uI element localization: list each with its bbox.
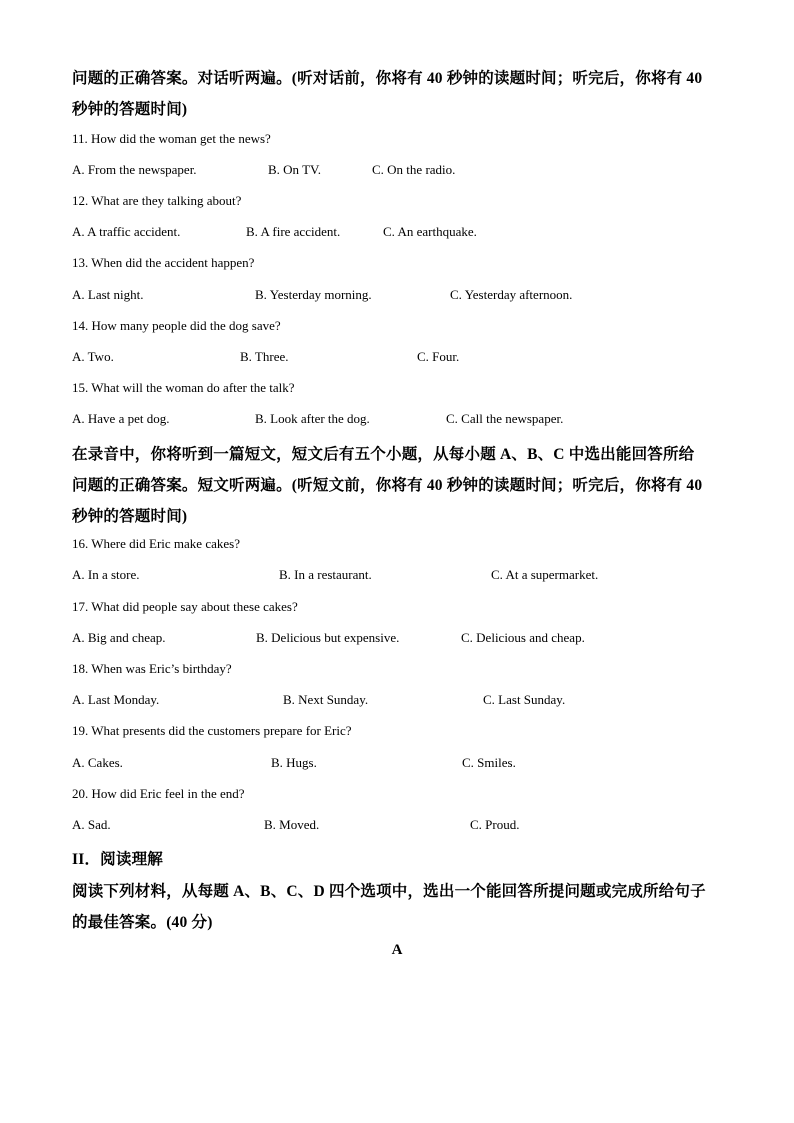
q19-option-a: A. Cakes. <box>72 755 123 770</box>
q18-option-c: C. Last Sunday. <box>483 692 566 707</box>
question-20: 20. How did Eric feel in the end? <box>72 786 245 801</box>
q17-option-b: B. Delicious but expensive. <box>256 630 400 645</box>
q14-option-a: A. Two. <box>72 349 114 364</box>
section2-instruction-line1: 在录音中，你将听到一篇短文，短文后有五个小题，从每小题 A、B、C 中选出能回答所给 <box>72 446 695 463</box>
q17-option-a: A. Big and cheap. <box>72 630 166 645</box>
q11-option-a: A. From the newspaper. <box>72 162 197 177</box>
q19-option-b: B. Hugs. <box>271 755 317 770</box>
q16-option-b: B. In a restaurant. <box>279 567 372 582</box>
question-19: 19. What presents did the customers prepare for Eric? <box>72 723 352 738</box>
question-12: 12. What are they talking about? <box>72 193 242 208</box>
question-16: 16. Where did Eric make cakes? <box>72 536 240 551</box>
q13-option-c: C. Yesterday afternoon. <box>450 287 573 302</box>
reading-heading: II．阅读理解 <box>72 851 163 868</box>
q20-option-c: C. Proud. <box>470 817 520 832</box>
reading-instruction-line1: 阅读下列材料，从每题 A、B、C、D 四个选项中，选出一个能回答所提问题或完成所给句子 <box>72 883 706 900</box>
question-14: 14. How many people did the dog save? <box>72 318 281 333</box>
q12-option-a: A. A traffic accident. <box>72 224 181 239</box>
q20-option-b: B. Moved. <box>264 817 320 832</box>
q13-option-b: B. Yesterday morning. <box>255 287 372 302</box>
q11-option-b: B. On TV. <box>268 162 321 177</box>
q11-option-c: C. On the radio. <box>372 162 456 177</box>
q12-option-c: C. An earthquake. <box>383 224 477 239</box>
question-18: 18. When was Eric’s birthday? <box>72 661 232 676</box>
section2-instruction-line3: 秒钟的答题时间) <box>72 508 188 525</box>
q13-option-a: A. Last night. <box>72 287 144 302</box>
q15-option-c: C. Call the newspaper. <box>446 411 564 426</box>
section1-instruction-line2: 秒钟的答题时间) <box>72 101 188 118</box>
passage-label: A <box>391 942 403 958</box>
q17-option-c: C. Delicious and cheap. <box>461 630 585 645</box>
q15-option-b: B. Look after the dog. <box>255 411 370 426</box>
question-11: 11. How did the woman get the news? <box>72 131 271 146</box>
q18-option-a: A. Last Monday. <box>72 692 160 707</box>
q14-option-c: C. Four. <box>417 349 460 364</box>
q20-option-a: A. Sad. <box>72 817 111 832</box>
question-17: 17. What did people say about these cakes? <box>72 599 298 614</box>
q16-option-a: A. In a store. <box>72 567 140 582</box>
q15-option-a: A. Have a pet dog. <box>72 411 170 426</box>
q12-option-b: B. A fire accident. <box>246 224 341 239</box>
reading-instruction-line2: 的最佳答案。(40 分) <box>72 914 213 931</box>
question-13: 13. When did the accident happen? <box>72 255 255 270</box>
q16-option-c: C. At a supermarket. <box>491 567 599 582</box>
q18-option-b: B. Next Sunday. <box>283 692 369 707</box>
q14-option-b: B. Three. <box>240 349 289 364</box>
section2-instruction-line2: 问题的正确答案。短文听两遍。(听短文前，你将有 40 秒钟的读题时间；听完后，你将有 40 <box>72 477 703 494</box>
question-15: 15. What will the woman do after the talk? <box>72 380 295 395</box>
q19-option-c: C. Smiles. <box>462 755 516 770</box>
section1-instruction-line1: 问题的正确答案。对话听两遍。(听对话前，你将有 40 秒钟的读题时间；听完后，你将有 40 <box>72 70 703 87</box>
